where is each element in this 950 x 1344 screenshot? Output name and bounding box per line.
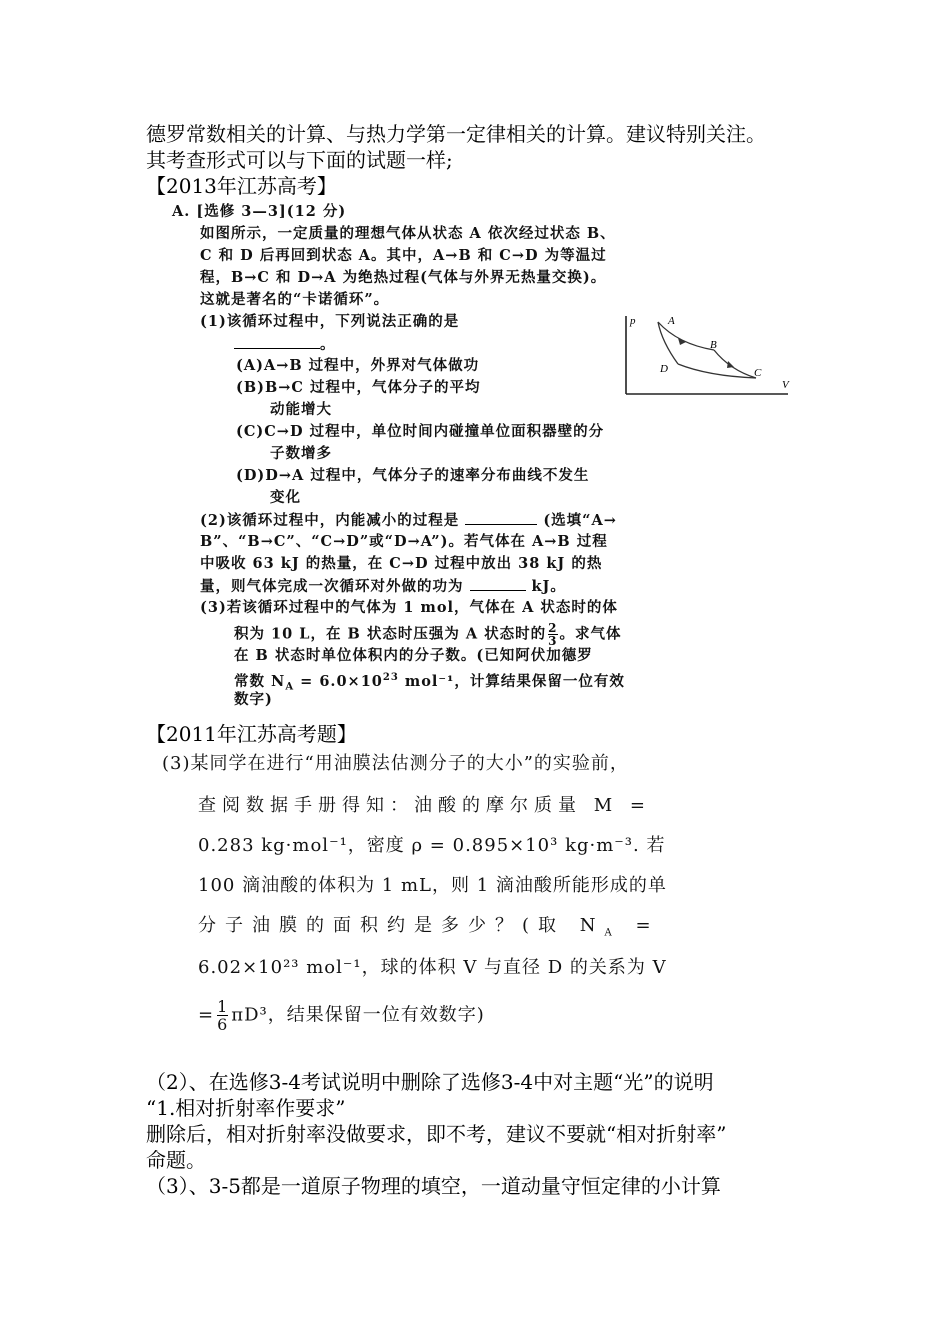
point-c-label: C — [754, 367, 762, 379]
q2013-q2c: 中吸收 63 kJ 的热量，在 C→D 过程中放出 38 kJ 的热 — [200, 555, 603, 572]
q2013-q2d: 量，则气体完成一次循环对外做的功为 kJ。 — [200, 578, 566, 595]
q2013-title: A. [选修 3—3](12 分) — [172, 203, 347, 220]
q2011-line-6: 6.02×10²³ mol⁻¹，球的体积 V 与直径 D 的关系为 V — [198, 957, 667, 978]
heading-2013: 【2013年江苏高考】 — [146, 174, 337, 198]
intro-line-1: 德罗常数相关的计算、与热力学第一定律相关的计算。建议特别关注。 — [146, 122, 766, 146]
q2013-q3c: 在 B 状态时单位体积内的分子数。(已知阿伏加德罗 — [234, 647, 593, 664]
q2013-q1: (1)该循环过程中，下列说法正确的是 — [200, 313, 460, 330]
note-line-5: （3）、3-5都是一道原子物理的填空，一道动量守恒定律的小计算 — [146, 1174, 721, 1198]
q2013-opt-d1: (D)D→A 过程中，气体分子的速率分布曲线不发生 — [236, 467, 590, 484]
q2013-q3d: 常数 $N_A = 6.0\times 10^{23}$ mol⁻¹，计算结果保留一位有效 — [234, 672, 625, 693]
q2013-p2: C 和 D 后再回到状态 A。其中，A→B 和 C→D 为等温过 — [200, 247, 607, 264]
q2013-opt-c2: 子数增多 — [270, 445, 332, 462]
q2013-q3e: 数字) — [234, 691, 273, 708]
v-axis-label: V — [782, 379, 789, 391]
q2013-opt-b1: (B)B→C 过程中，气体分子的平均 — [236, 379, 481, 396]
carnot-cycle-graph — [618, 312, 798, 398]
note-line-2: “1.相对折射率作要求” — [146, 1096, 346, 1120]
note-line-1: （2）、在选修3-4考试说明中删除了选修3-4中对主题“光”的说明 — [146, 1070, 714, 1094]
heading-2011: 【2011年江苏高考题】 — [146, 722, 357, 746]
arrow-a-b — [678, 338, 686, 345]
q2013-q3a: (3)若该循环过程中的气体为 1 mol，气体在 A 状态时的体 — [200, 599, 618, 616]
q2013-p3: 程，B→C 和 D→A 为绝热过程(气体与外界无热量交换)。 — [200, 269, 607, 286]
q2013-opt-d2: 变化 — [270, 489, 301, 506]
p-axis-label: p — [630, 315, 636, 327]
answer-blank — [234, 334, 320, 349]
intro-line-2: 其考查形式可以与下面的试题一样; — [146, 148, 453, 172]
q2013-opt-b2: 动能增大 — [270, 401, 332, 418]
q2011-line-1: (3)某同学在进行“用油膜法估测分子的大小”的实验前， — [162, 753, 629, 774]
curve-d-a — [658, 322, 678, 364]
q2013-p4: 这就是著名的“卡诺循环”。 — [200, 291, 390, 308]
point-a-label: A — [668, 315, 675, 327]
q2013-opt-a: (A)A→B 过程中，外界对气体做功 — [236, 357, 480, 374]
answer-blank — [465, 510, 537, 525]
q2013-opt-c1: (C)C→D 过程中，单位时间内碰撞单位面积器壁的分 — [236, 423, 605, 440]
q2011-line-2: 查阅数据手册得知：油酸的摩尔质量 M = — [198, 795, 651, 816]
q2013-p1: 如图所示，一定质量的理想气体从状态 A 依次经过状态 B、 — [200, 225, 616, 242]
q2013-q3b: 积为 10 L，在 B 状态时压强为 A 状态时的 $\frac{2}{3}$ 。求气体 — [234, 621, 622, 648]
q2011-line-4: 100 滴油酸的体积为 1 mL，则 1 滴油酸所能形成的单 — [198, 875, 667, 896]
curve-c-d — [678, 364, 756, 378]
point-b-label: B — [710, 339, 717, 351]
q2013-q2b: B”、“B→C”、“C→D”或“D→A”)。若气体在 A→B 过程 — [200, 533, 608, 550]
q2011-line-5: 分子油膜的面积约是多少？(取 $N_A$ = — [198, 915, 660, 939]
fraction-one-sixth: $\frac{1}{6}$ — [217, 997, 229, 1034]
point-d-label: D — [660, 363, 668, 375]
fraction-two-thirds: $\frac{2}{3}$ — [548, 621, 558, 648]
q2013-q1-answer-line: 。 — [234, 334, 336, 355]
q2011-line-3: 0.283 kg·mol⁻¹，密度 ρ = 0.895×10³ kg·m⁻³. 若 — [198, 835, 666, 856]
note-line-3: 删除后，相对折射率没做要求，即不考，建议不要就“相对折射率” — [146, 1122, 727, 1146]
answer-blank — [470, 576, 526, 591]
curve-b-c — [714, 350, 756, 378]
arrow-b-c — [727, 361, 734, 368]
note-line-4: 命题。 — [146, 1148, 206, 1172]
q2011-line-7: = $\frac{1}{6}$ πD³，结果保留一位有效数字) — [198, 997, 485, 1034]
q2013-q2a: (2)该循环过程中，内能减小的过程是 (选填“A→ — [200, 512, 617, 529]
